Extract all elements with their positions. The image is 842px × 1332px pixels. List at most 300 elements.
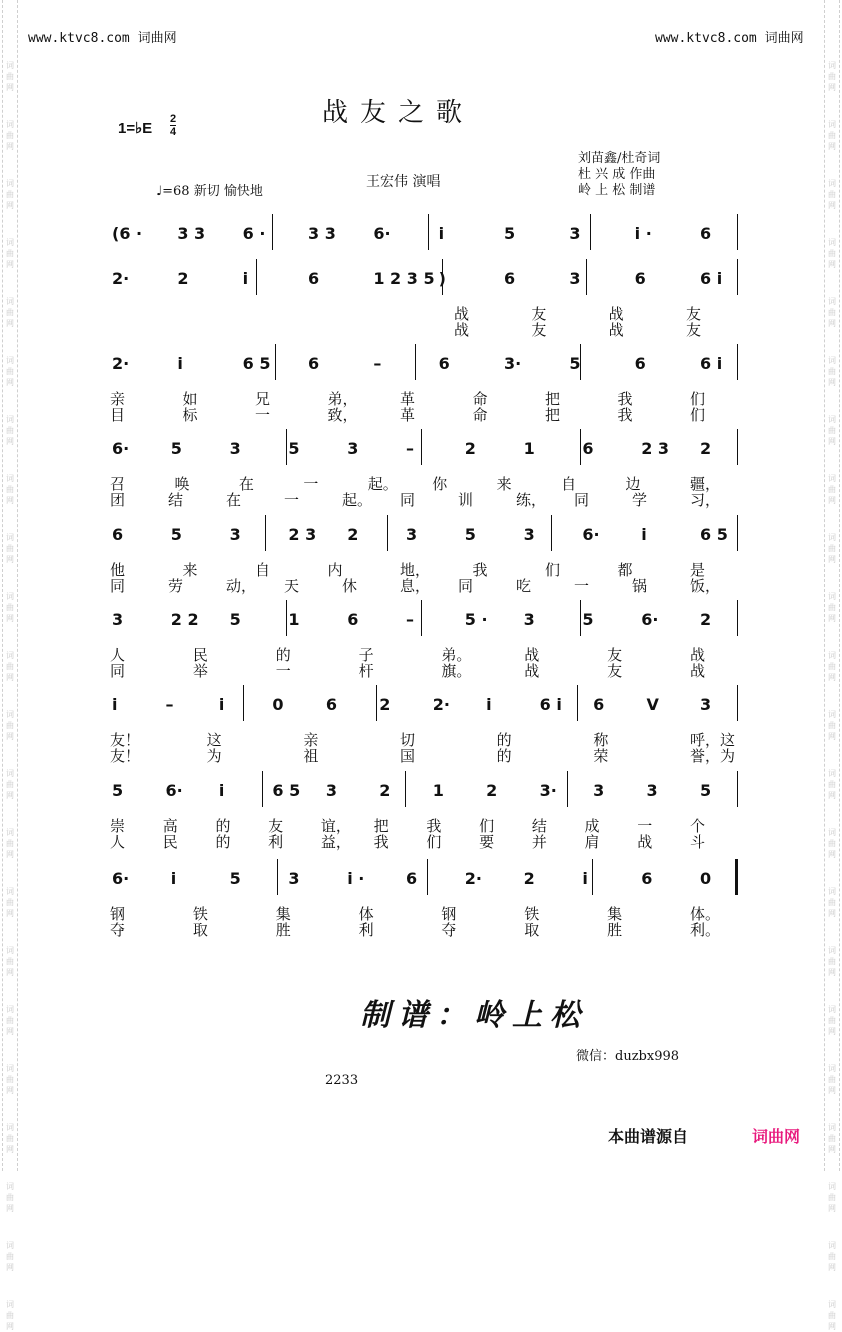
note: 3: [700, 695, 712, 714]
lyric-syllable: 夺: [110, 921, 126, 939]
lyric-syllable: 弟。: [441, 646, 472, 664]
note: i: [218, 781, 225, 800]
note: 5: [112, 781, 124, 800]
watermark-text: 词 曲 网: [828, 651, 836, 682]
note: 5: [170, 525, 182, 544]
note: 1: [432, 781, 444, 800]
watermark-text: 词 曲 网: [828, 61, 836, 92]
lyric-syllable: 民: [162, 833, 178, 851]
note: 6: [347, 610, 359, 629]
lyric-syllable: 唤: [174, 475, 190, 493]
watermark-text: 词 曲 网: [6, 592, 14, 623]
note: 6: [641, 869, 653, 888]
lyric-syllable: 一: [637, 817, 653, 835]
bar-line: [586, 259, 587, 295]
lyric-syllable: 如: [182, 390, 198, 408]
lyric-syllable: 亲: [110, 390, 126, 408]
lyric-syllable: 的: [215, 817, 231, 835]
lyric-syllable: 我: [617, 406, 633, 424]
lyric-syllable: 他: [110, 561, 126, 579]
lyric-syllable: 子: [358, 646, 374, 664]
lyric-syllable: 锅: [632, 577, 648, 595]
note: i ·: [634, 224, 652, 243]
time-signature-top: 2: [170, 113, 177, 125]
note: 2·: [112, 269, 130, 288]
lyric-syllable: 你: [432, 475, 448, 493]
lyric-syllable: 我: [617, 390, 633, 408]
note: 6·: [373, 224, 391, 243]
note: 5: [464, 525, 476, 544]
lyric-syllable: 民: [192, 646, 208, 664]
lyric-syllable: 同: [400, 491, 416, 509]
bar-line: [421, 600, 422, 636]
site-url-right[interactable]: www.ktvc8.com 词曲网: [655, 31, 804, 46]
watermark-text: 词 曲 网: [6, 1241, 14, 1272]
note: 3: [593, 781, 605, 800]
page-number: 2233: [325, 1073, 359, 1088]
lyric-syllable: 在: [238, 475, 254, 493]
bar-line: [567, 771, 568, 807]
lyric-syllable: 休: [342, 577, 358, 595]
note: 2·: [464, 869, 483, 888]
lyric-syllable: 我: [426, 817, 442, 835]
lyric-syllable: 胜: [607, 921, 623, 939]
lyric-syllable: 旗。: [441, 662, 472, 680]
lyric-syllable: 们: [426, 833, 442, 851]
bar-line: [737, 771, 738, 807]
note: 3 3: [308, 224, 336, 243]
watermark-text: 词 曲 网: [6, 828, 14, 859]
note: 6·: [112, 869, 130, 888]
note: 5: [229, 610, 241, 629]
bar-line: [590, 214, 591, 250]
note: 5: [569, 354, 581, 373]
watermark-text: 词 曲 网: [828, 1182, 836, 1213]
lyric-syllable: 命: [472, 406, 488, 424]
note: i: [177, 354, 183, 373]
lyric-syllable: 在: [226, 491, 242, 509]
bar-line: [272, 214, 273, 250]
time-signature: [170, 113, 176, 138]
bar-line: [275, 344, 276, 380]
score-row: [0, 210, 842, 250]
bar-line: [737, 515, 738, 551]
lyric-syllable: 战: [454, 305, 470, 323]
watermark-text: 词 曲 网: [6, 710, 14, 741]
watermark-text: 词 曲 网: [828, 238, 836, 269]
lyric-syllable: 夺: [441, 921, 457, 939]
lyric-syllable: 取: [192, 921, 208, 939]
note: 2: [523, 869, 535, 888]
credit-lyricist: 刘苗鑫/杜奇词: [578, 151, 661, 166]
lyric-syllable: 是: [690, 561, 706, 579]
note: 5: [288, 439, 300, 458]
watermark-text: 词 曲 网: [6, 946, 14, 977]
lyric-syllable: 我: [373, 833, 389, 851]
lyric-syllable: 自: [561, 475, 577, 493]
lyric-syllable: 动，: [226, 577, 257, 595]
lyric-syllable: 把: [545, 390, 561, 408]
bar-line: [405, 771, 406, 807]
lyric-syllable: 高: [162, 817, 178, 835]
watermark-text: 词 曲 网: [6, 769, 14, 800]
note: 3·: [539, 781, 557, 800]
note: 3: [229, 525, 241, 544]
bar-line: [737, 214, 738, 250]
site-url-left[interactable]: www.ktvc8.com 词曲网: [28, 31, 177, 46]
note: 6: [700, 224, 712, 243]
bar-line: [415, 344, 416, 380]
note: 6: [504, 269, 516, 288]
note: (6 ·: [112, 224, 143, 243]
lyric-syllable: 友: [531, 321, 547, 339]
lyric-syllable: 命: [472, 390, 488, 408]
lyric-syllable: 体: [358, 905, 374, 923]
lyric-syllable: 利: [268, 833, 284, 851]
watermark-text: 词 曲 网: [828, 533, 836, 564]
score-row: [0, 340, 842, 424]
watermark-text: 词 曲 网: [828, 179, 836, 210]
note: 2: [486, 781, 498, 800]
note: i: [112, 695, 118, 714]
lyric-syllable: 息，: [400, 577, 431, 595]
note: 5 ·: [464, 610, 488, 629]
lyric-syllable: 革: [400, 390, 416, 408]
lyric-syllable: 一: [303, 475, 319, 493]
note: i ·: [347, 869, 365, 888]
lyric-syllable: 同: [110, 577, 126, 595]
lyric-syllable: 友: [686, 321, 702, 339]
lyric-syllable: 吃: [516, 577, 532, 595]
note: –: [406, 610, 414, 629]
lyric-syllable: 习，: [690, 491, 721, 509]
key-signature: 1=♭E: [118, 120, 153, 137]
watermark-text: 词 曲 网: [828, 120, 836, 151]
watermark-text: 词 曲 网: [828, 1123, 836, 1154]
note: 6: [406, 869, 418, 888]
lyric-syllable: 地，: [400, 561, 431, 579]
footer-site-link[interactable]: 词曲网: [752, 1127, 801, 1146]
lyric-syllable: 战: [454, 321, 470, 339]
lyric-syllable: 呼，这: [690, 731, 736, 749]
lyric-syllable: 友: [686, 305, 702, 323]
note: V: [646, 695, 659, 714]
lyric-syllable: 疆，: [690, 475, 721, 493]
bar-line: [286, 429, 287, 465]
bar-line: [737, 600, 738, 636]
lyric-syllable: 体。: [690, 905, 721, 923]
lyric-syllable: 人: [110, 646, 126, 664]
watermark-text: 词 曲 网: [828, 415, 836, 446]
note: i: [582, 869, 588, 888]
lyric-syllable: 战: [524, 646, 540, 664]
note: 2: [379, 781, 391, 800]
note: 6 i: [700, 269, 723, 288]
lyric-syllable: 切: [400, 731, 416, 749]
lyric-syllable: 起。: [342, 491, 373, 509]
lyric-syllable: 学: [632, 491, 648, 509]
bar-line: [580, 429, 581, 465]
note: i: [170, 869, 177, 888]
note: 2 3: [288, 525, 317, 544]
note: 3: [523, 525, 535, 544]
watermark-text: 词 曲 网: [828, 1241, 836, 1272]
lyric-syllable: 人: [110, 833, 126, 851]
lyric-syllable: 亲: [303, 731, 319, 749]
lyric-syllable: 友: [531, 305, 547, 323]
watermark-text: 词 曲 网: [6, 120, 14, 151]
wechat-id: 微信：duzbx998: [576, 1049, 680, 1064]
lyric-syllable: 天: [284, 577, 300, 595]
note: i: [438, 224, 445, 243]
lyric-syllable: 战: [608, 321, 624, 339]
lyric-syllable: 这: [206, 731, 222, 749]
lyric-syllable: 们: [690, 406, 706, 424]
lyric-syllable: 举: [192, 662, 208, 680]
note: 2: [379, 695, 391, 714]
tempo-marking: ♩=68 新切 愉快地: [156, 184, 263, 199]
note: i: [242, 269, 249, 288]
lyric-syllable: 都: [617, 561, 633, 579]
note: 2: [177, 269, 189, 288]
lyric-syllable: 战: [690, 646, 706, 664]
lyric-syllable: 革: [400, 406, 416, 424]
note: 3: [569, 224, 581, 243]
lyric-syllable: 斗: [690, 833, 706, 851]
watermark-text: 词 曲 网: [6, 238, 14, 269]
watermark-text: 词 曲 网: [828, 356, 836, 387]
note: –: [406, 439, 414, 458]
lyric-syllable: 把: [373, 817, 389, 835]
lyric-syllable: 胜: [275, 921, 291, 939]
lyric-syllable: 召: [110, 475, 126, 493]
note: 6·: [582, 525, 600, 544]
note: 6 5: [700, 525, 728, 544]
note: i: [486, 695, 492, 714]
bar-line: [387, 515, 388, 551]
note: 6: [634, 354, 646, 373]
watermark-text: 词 曲 网: [828, 1064, 836, 1095]
note: 2·: [432, 695, 450, 714]
lyric-syllable: 利: [358, 921, 374, 939]
watermark-text: 词 曲 网: [828, 474, 836, 505]
lyric-syllable: 一: [574, 577, 590, 595]
source-label: 本曲谱源自: [608, 1127, 689, 1146]
lyric-syllable: 一: [284, 491, 300, 509]
lyric-syllable: 劳: [168, 577, 184, 595]
note: 1 2 3 5: [373, 269, 435, 288]
note: 6·: [165, 781, 183, 800]
note: 3: [569, 269, 581, 288]
lyric-syllable: 国: [400, 747, 416, 765]
lyric-syllable: 内: [327, 561, 343, 579]
watermark-text: 词 曲 网: [6, 179, 14, 210]
note: 5: [229, 869, 241, 888]
note: 5: [504, 224, 516, 243]
lyric-syllable: 肩: [584, 833, 600, 851]
note: 6: [582, 439, 594, 458]
credits: [578, 151, 660, 199]
note: 6 5: [272, 781, 301, 800]
note: 2: [700, 439, 712, 458]
lyric-syllable: 友！: [110, 731, 141, 749]
bar-line: [243, 685, 244, 721]
lyric-syllable: 边: [625, 475, 641, 493]
bar-line: [737, 259, 738, 295]
bar-line: [427, 859, 428, 895]
bar-line: [737, 685, 738, 721]
lyric-syllable: 们: [690, 390, 706, 408]
score-row: [0, 511, 842, 595]
note: 3: [646, 781, 658, 800]
bar-line: [577, 685, 578, 721]
watermark-text: 词 曲 网: [6, 651, 14, 682]
note: 3: [288, 869, 300, 888]
lyric-syllable: 目: [110, 406, 126, 424]
lyric-syllable: 铁: [192, 905, 208, 923]
lyric-syllable: 铁: [524, 905, 540, 923]
note: 3·: [504, 354, 522, 373]
lyric-syllable: 谊，: [320, 817, 351, 835]
note: 2: [700, 610, 712, 629]
watermark-text: 词 曲 网: [6, 1300, 14, 1331]
note: 1: [288, 610, 300, 629]
watermark-text: 词 曲 网: [6, 1182, 14, 1213]
note: –: [165, 695, 174, 714]
bar-line: [592, 859, 593, 895]
transcriber-signature: 制谱：岭上松: [360, 998, 588, 1033]
credit-composer: 杜 兴 成 作曲: [578, 167, 656, 182]
lyric-syllable: 起。: [367, 475, 398, 493]
watermark-text: 词 曲 网: [6, 887, 14, 918]
watermark-text: 词 曲 网: [828, 828, 836, 859]
lyric-syllable: 我: [472, 561, 488, 579]
lyric-syllable: 标: [182, 406, 198, 424]
watermark-text: 词 曲 网: [828, 592, 836, 623]
note: 6·: [641, 610, 659, 629]
lyric-syllable: 战: [637, 833, 653, 851]
lyric-syllable: 战: [524, 662, 540, 680]
lyric-syllable: 来: [496, 475, 512, 493]
lyric-syllable: 的: [496, 731, 512, 749]
note: 2: [347, 525, 359, 544]
lyric-syllable: 誉，为: [690, 747, 736, 765]
note: 6: [308, 269, 320, 288]
lyric-syllable: 兄: [255, 390, 271, 408]
bar-line: [580, 600, 581, 636]
watermark-text: 词 曲 网: [828, 710, 836, 741]
lyric-syllable: 同: [110, 662, 126, 680]
note: 2 3: [641, 439, 670, 458]
lyric-syllable: 自: [255, 561, 271, 579]
watermark-text: 词 曲 网: [6, 533, 14, 564]
lyric-syllable: 同: [574, 491, 590, 509]
lyric-syllable: 一: [255, 406, 271, 424]
note: 6: [634, 269, 646, 288]
lyric-syllable: 把: [545, 406, 561, 424]
lyric-syllable: 荣: [593, 747, 609, 765]
left-watermark-strip: [2, 0, 18, 1331]
note: 3 3: [177, 224, 206, 243]
note: 6 5: [242, 354, 271, 373]
lyric-syllable: 个: [690, 817, 706, 835]
lyric-syllable: 的: [496, 747, 512, 765]
lyric-syllable: 友！: [110, 747, 141, 765]
lyric-syllable: 结: [168, 491, 184, 509]
lyric-syllable: 取: [524, 921, 540, 939]
note: 6·: [112, 439, 130, 458]
lyric-syllable: 们: [479, 817, 495, 835]
note: 6 i: [539, 695, 562, 714]
watermark-text: 词 曲 网: [6, 1123, 14, 1154]
time-signature-bottom: 4: [170, 126, 177, 138]
song-title: 战友之歌: [322, 98, 475, 128]
lyric-syllable: 集: [607, 905, 623, 923]
lyric-syllable: 练，: [516, 491, 547, 509]
note: 5: [700, 781, 712, 800]
watermark-text: 词 曲 网: [828, 297, 836, 328]
lyric-syllable: 结: [531, 817, 547, 835]
watermark-text: 词 曲 网: [6, 474, 14, 505]
lyric-syllable: 友: [607, 662, 623, 680]
lyric-syllable: 利。: [690, 921, 721, 939]
bar-line: [262, 771, 263, 807]
credit-transcriber: 岭 上 松 制谱: [578, 183, 656, 198]
note: –: [373, 354, 382, 373]
note: 0: [272, 695, 284, 714]
note: 6: [112, 525, 124, 544]
watermark-text: 词 曲 网: [6, 1005, 14, 1036]
lyric-syllable: 来: [182, 561, 198, 579]
lyric-syllable: 的: [215, 833, 231, 851]
watermark-text: 词 曲 网: [828, 1300, 836, 1331]
note: 2 2: [170, 610, 199, 629]
bar-line: [286, 600, 287, 636]
note: i: [218, 695, 225, 714]
note: 3: [523, 610, 535, 629]
note: 1: [523, 439, 535, 458]
lyric-syllable: 弟，: [327, 390, 358, 408]
lyric-syllable: 团: [110, 491, 126, 509]
lyric-syllable: 并: [531, 833, 547, 851]
note: 6 i: [700, 354, 723, 373]
lyric-syllable: 杆: [358, 662, 374, 680]
bar-line: [737, 344, 738, 380]
lyric-syllable: 钢: [441, 905, 457, 923]
bar-line: [277, 859, 278, 895]
note: 3: [325, 781, 337, 800]
lyric-syllable: 同: [458, 577, 474, 595]
note: i: [641, 525, 647, 544]
lyric-syllable: 致，: [327, 406, 358, 424]
note: 2·: [112, 354, 130, 373]
note: 3: [347, 439, 359, 458]
note: 6 ·: [242, 224, 266, 243]
bar-line: [265, 515, 266, 551]
lyric-syllable: 祖: [303, 747, 319, 765]
bar-line: [737, 429, 738, 465]
bar-line: [551, 515, 552, 551]
note: 2: [464, 439, 476, 458]
lyric-syllable: 集: [275, 905, 291, 923]
lyric-syllable: 们: [545, 561, 561, 579]
lyric-syllable: 钢: [110, 905, 126, 923]
lyric-syllable: 称: [593, 731, 609, 749]
note: 6: [593, 695, 605, 714]
lyric-syllable: 要: [479, 833, 495, 851]
note: 6: [438, 354, 450, 373]
lyric-syllable: 友: [268, 817, 284, 835]
